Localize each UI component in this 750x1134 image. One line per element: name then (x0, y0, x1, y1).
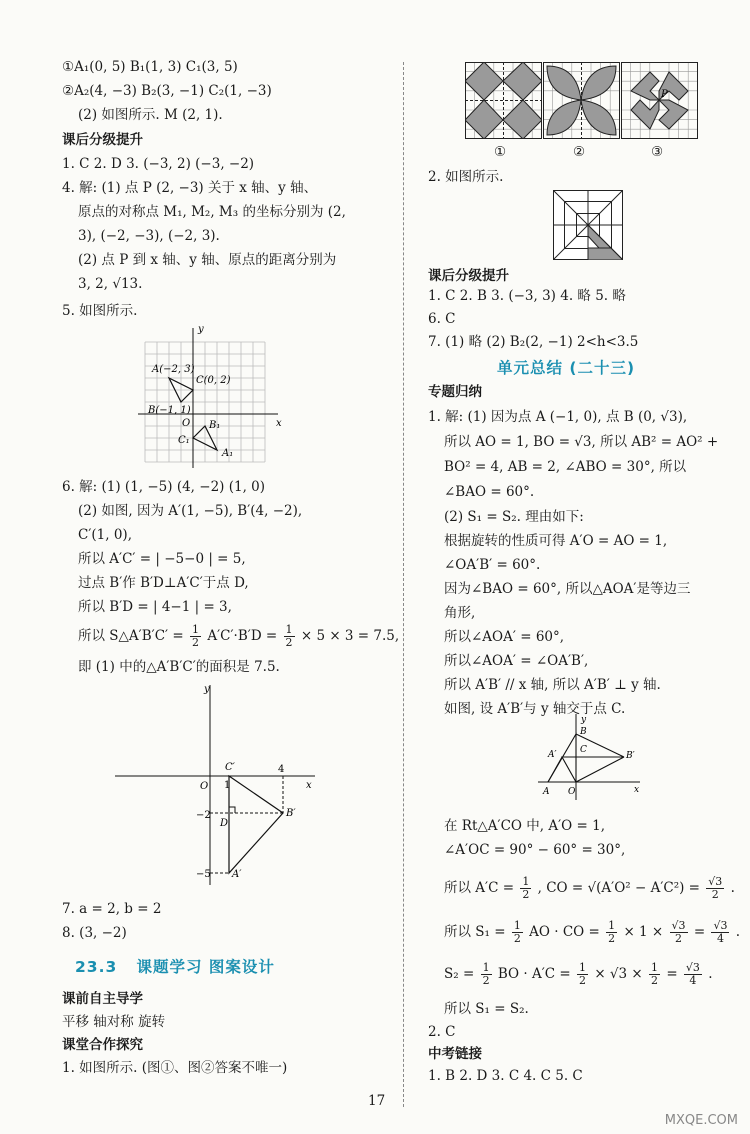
unit-title: 单元总结 (二十三) (497, 359, 636, 377)
answer-line: (2) 点 P 到 x 轴、y 轴、原点的距离分别为 (78, 252, 337, 268)
x-label: x (634, 785, 640, 795)
answer-line: 根据旋转的性质可得 A′O = AO = 1, (444, 533, 668, 549)
answer-line: 1. 如图所示. (图①、图②答案不唯一) (62, 1060, 288, 1076)
answer-line: 6. C (428, 311, 456, 327)
point-bp-label: B′ (286, 808, 296, 819)
formula-line: 所以 A′C = $\frac{1}{2}$ , CO = √(A′O² − A′C²) = $\frac{√3}{2}$ . (444, 875, 735, 901)
origin-label: O (182, 418, 191, 429)
point-b-label: B(−1, 1) (148, 405, 191, 416)
fraction-sqrt3-over-2: $\frac{√3}{2}$ (708, 875, 723, 901)
pattern-figure-3 (621, 62, 698, 139)
answer-line: 所以∠AOA′ = 60°, (444, 629, 565, 645)
page-number: 17 (368, 1093, 386, 1109)
answer-line: 3), (−2, −3), (−2, 3). (78, 228, 220, 244)
answer-line: 1. 解: (1) 因为点 A (−1, 0), 点 B (0, √3), (428, 409, 688, 425)
coordinate-graph-1 (130, 320, 300, 470)
fraction-half: $\frac{1}{2}$ (482, 961, 490, 987)
answer-line: (2) 如图所示. M (2, 1). (78, 107, 223, 123)
y-label: y (204, 684, 210, 695)
answer-line: 所以∠AOA′ = ∠OA′B′, (444, 653, 589, 669)
point-bp-label: B′ (626, 751, 635, 761)
fraction-half: $\frac{1}{2}$ (608, 919, 616, 945)
section-title: 23.3 课题学习 图案设计 (75, 958, 275, 976)
figure-label: ① (494, 144, 507, 160)
answer-line: 如图, 设 A′B′与 y 轴交于点 C. (444, 701, 626, 717)
answer-line: 7. a = 2, b = 2 (62, 901, 162, 917)
answer-line: ∠A′OC = 90° − 60° = 30°, (444, 842, 626, 858)
rotation-graph (536, 712, 646, 802)
answer-line: BO² = 4, AB = 2, ∠ABO = 30°, 所以 (444, 459, 687, 475)
x-label: x (276, 418, 282, 429)
fraction-half: $\frac{1}{2}$ (513, 919, 521, 945)
section-heading: 课堂合作探究 (62, 1037, 143, 1053)
pattern-figure-square (553, 190, 623, 260)
right-angle-mark (229, 807, 235, 813)
answer-line: 所以 S₁ = S₂. (444, 1001, 529, 1017)
answer-line: (2) 如图, 因为 A′(1, −5), B′(4, −2), (78, 503, 303, 519)
answer-line: 过点 B′作 B′D⊥A′C′于点 D, (78, 575, 249, 591)
y-label: y (581, 715, 587, 725)
answer-line: 所以 AO = 1, BO = √3, 所以 AB² = AO² + (444, 434, 719, 450)
area-formula: 所以 S△A′B′C′ = $\frac{1}{2}$ A′C′·B′D = $\frac{1}{2}$ × 5 × 3 = 7.5, (78, 623, 400, 649)
fraction-half: $\frac{1}{2}$ (285, 623, 293, 649)
pattern-figure-1 (465, 62, 542, 139)
answer-line: 8. (3, −2) (62, 925, 127, 941)
answer-line: 2. 如图所示. (428, 169, 504, 185)
section-heading: 课后分级提升 (62, 132, 143, 148)
answer-line: 1. C 2. D 3. (−3, 2) (−3, −2) (62, 156, 255, 172)
section-heading: 专题归纳 (428, 384, 482, 400)
point-c1-label: C₁ (178, 435, 190, 446)
answer-line: C′(1, 0), (78, 527, 132, 543)
formula-line: 所以 S₁ = $\frac{1}{2}$ AO · CO = $\frac{1}{2}$ × 1 × $\frac{√3}{2}$ = $\frac{√3}{4}$ . (444, 919, 741, 945)
answer-line: 即 (1) 中的△A′B′C′的面积是 7.5. (78, 659, 280, 675)
tick-1: 1 (224, 780, 231, 791)
point-ap-label: A′ (232, 869, 242, 880)
point-b-label: B (580, 727, 587, 737)
answer-line: 6. 解: (1) (1, −5) (4, −2) (1, 0) (62, 479, 266, 495)
answer-line: (2) S₁ = S₂. 理由如下: (444, 509, 584, 525)
fraction-sqrt3-over-4: $\frac{√3}{4}$ (713, 919, 728, 945)
point-a1-label: A₁ (222, 448, 234, 459)
answer-line: ①A₁(0, 5) B₁(1, 3) C₁(3, 5) (62, 59, 238, 75)
answer-line: 3, 2, √13. (78, 276, 143, 292)
point-p-label: P (661, 89, 668, 100)
answer-line: 5. 如图所示. (62, 303, 138, 319)
answer-line: 2. C (428, 1024, 456, 1040)
column-divider (403, 62, 404, 1107)
point-b1-label: B₁ (209, 420, 221, 431)
answer-line: 7. (1) 略 (2) B₂(2, −1) 2<h<3.5 (428, 334, 639, 350)
fraction-sqrt3-over-2: $\frac{√3}{2}$ (671, 919, 686, 945)
fraction-sqrt3-over-4: $\frac{√3}{4}$ (685, 961, 700, 987)
answer-line: 因为∠BAO = 60°, 所以△AOA′是等边三 (444, 581, 691, 597)
segment-aap (548, 757, 562, 782)
point-d-label: D (220, 818, 229, 829)
answer-line: 所以 B′D = | 4−1 | = 3, (78, 599, 232, 615)
triangle-apbpo (562, 757, 624, 782)
fraction-half: $\frac{1}{2}$ (579, 961, 587, 987)
y-label: y (198, 324, 204, 335)
answer-line: 原点的对称点 M₁, M₂, M₃ 的坐标分别为 (2, (78, 204, 346, 220)
fraction-half: $\frac{1}{2}$ (522, 875, 530, 901)
answer-line: 角形, (444, 605, 476, 621)
origin-label: O (568, 787, 576, 797)
answer-line: 在 Rt△A′CO 中, A′O = 1, (444, 818, 606, 834)
watermark: MXQE.COM (664, 1113, 738, 1128)
point-ap-label: A′ (548, 750, 557, 760)
section-heading: 中考链接 (428, 1046, 482, 1062)
x-label: x (306, 780, 312, 791)
answer-line: 所以 A′B′ // x 轴, 所以 A′B′ ⊥ y 轴. (444, 677, 661, 693)
answer-line: 平移 轴对称 旋转 (62, 1014, 166, 1030)
formula-line: S₂ = $\frac{1}{2}$ BO · A′C = $\frac{1}{2}$ × √3 × $\frac{1}{2}$ = $\frac{√3}{4}$ . (444, 961, 713, 987)
section-heading: 课后分级提升 (428, 268, 509, 284)
figure-label: ③ (651, 144, 664, 160)
fraction-half: $\frac{1}{2}$ (651, 961, 659, 987)
pattern-figure-2 (543, 62, 620, 139)
answer-line: ②A₂(4, −3) B₂(3, −1) C₂(1, −3) (62, 83, 272, 99)
answer-line: 所以 A′C′ = | −5−0 | = 5, (78, 551, 246, 567)
tick-minus5: −5 (196, 869, 211, 880)
origin-label: O (200, 781, 209, 792)
answer-line: 4. 解: (1) 点 P (2, −3) 关于 x 轴、y 轴、 (62, 180, 318, 196)
point-cp-label: C′ (225, 762, 235, 773)
answer-line: 1. C 2. B 3. (−3, 3) 4. 略 5. 略 (428, 288, 626, 304)
tick-minus2: −2 (196, 810, 211, 821)
point-a-label: A(−2, 3) (152, 364, 195, 375)
point-c-label: C (580, 745, 587, 755)
answer-line: ∠BAO = 60°. (444, 484, 535, 500)
figure-label: ② (573, 144, 586, 160)
point-a-label: A (543, 787, 550, 797)
answer-line: 1. B 2. D 3. C 4. C 5. C (428, 1068, 583, 1084)
fraction-half: $\frac{1}{2}$ (192, 623, 200, 649)
triangle-apbpcp (229, 776, 283, 873)
point-c-label: C(0, 2) (196, 375, 231, 386)
answer-line: ∠OA′B′ = 60°. (444, 557, 541, 573)
section-heading: 课前自主导学 (62, 991, 143, 1007)
coordinate-graph-2 (110, 680, 325, 890)
tick-4: 4 (278, 764, 285, 775)
